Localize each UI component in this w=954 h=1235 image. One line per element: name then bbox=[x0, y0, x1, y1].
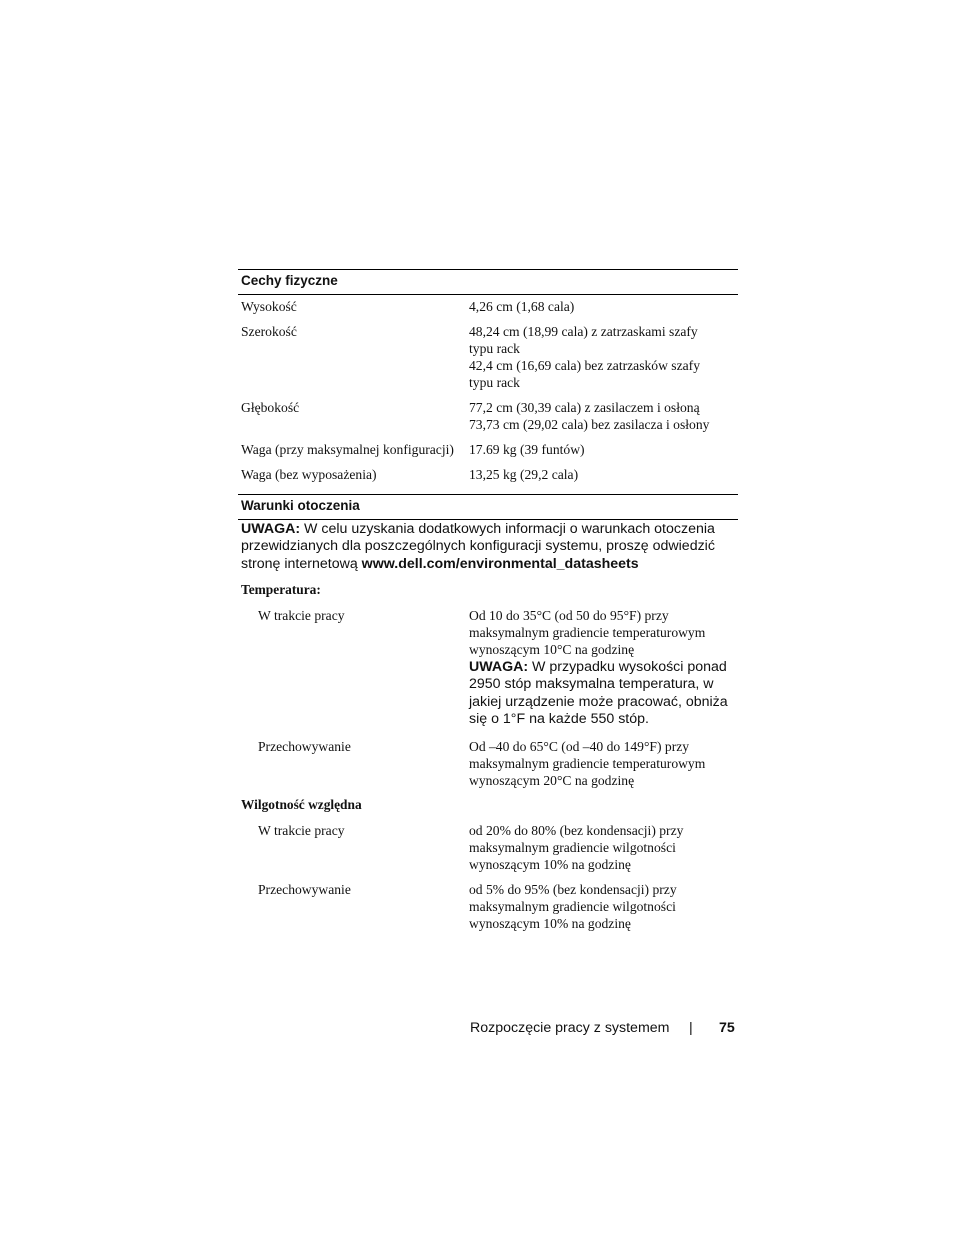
temp-operating-value bbox=[469, 607, 739, 658]
note-line-2: przewidzianych dla poszczególnych konfiguracji systemu, proszę odwiedzić bbox=[241, 538, 715, 555]
row-label-height: Wysokość bbox=[241, 299, 297, 314]
row-value-weight-max bbox=[469, 441, 739, 458]
section-title-physical: Cechy fizyczne bbox=[241, 273, 338, 288]
note-text: W celu uzyskania dodatkowych informacji o warunkach otoczenia bbox=[300, 521, 715, 537]
humidity-operating-label: W trakcie pracy bbox=[258, 823, 345, 838]
value-line: 73,73 cm (29,02 cala) bez zasilacza i osłony bbox=[469, 417, 710, 432]
value-line: 17.69 kg (39 funtów) bbox=[469, 442, 585, 457]
row-value-width bbox=[469, 323, 739, 391]
datasheets-link[interactable]: www.dell.com/environmental_datasheets bbox=[361, 555, 639, 572]
rule-environment-top bbox=[238, 494, 738, 495]
note-line: 2950 stóp maksymalna temperatura, w bbox=[469, 676, 714, 693]
value-line: wynoszącym 20°C na godzinę bbox=[469, 773, 635, 788]
note-text: W przypadku wysokości ponad bbox=[528, 659, 727, 675]
temp-operating-label: W trakcie pracy bbox=[258, 608, 345, 623]
value-line: wynoszącym 10°C na godzinę bbox=[469, 642, 635, 657]
note-prefix: UWAGA: bbox=[241, 521, 301, 537]
environment-note bbox=[241, 521, 741, 573]
humidity-storage-value bbox=[469, 881, 739, 932]
note-prefix: UWAGA: bbox=[469, 659, 529, 675]
note-line bbox=[469, 659, 739, 676]
page-number: 75 bbox=[719, 1020, 735, 1036]
value-line: 13,25 kg (29,2 cala) bbox=[469, 467, 579, 482]
value-line: 77,2 cm (30,39 cala) z zasilaczem i osłoną bbox=[469, 400, 700, 415]
row-label-weight-empty: Waga (bez wyposażenia) bbox=[241, 467, 377, 482]
note-line-3 bbox=[241, 556, 741, 573]
note-line: jakiej urządzenie może pracować, obniża bbox=[469, 693, 728, 710]
note-text: stronę internetową bbox=[241, 555, 362, 572]
value-line: maksymalnym gradiencie temperaturowym bbox=[469, 625, 706, 640]
footer-separator: | bbox=[689, 1020, 693, 1036]
value-line: maksymalnym gradiencie wilgotności bbox=[469, 840, 676, 855]
temp-storage-label: Przechowywanie bbox=[258, 739, 351, 754]
row-label-width: Szerokość bbox=[241, 324, 297, 339]
value-line: typu rack bbox=[469, 375, 520, 390]
rule-physical-bottom bbox=[238, 294, 738, 295]
footer-section-title: Rozpoczęcie pracy z systemem bbox=[470, 1020, 670, 1036]
value-line: wynoszącym 10% na godzinę bbox=[469, 916, 631, 931]
note-line-1 bbox=[241, 521, 741, 538]
temp-storage-value bbox=[469, 738, 739, 789]
value-line: wynoszącym 10% na godzinę bbox=[469, 857, 631, 872]
note-line: się o 1°F na każde 550 stóp. bbox=[469, 711, 649, 728]
row-label-weight-max: Waga (przy maksymalnej konfiguracji) bbox=[241, 442, 454, 457]
row-value-height bbox=[469, 298, 739, 315]
humidity-operating-value bbox=[469, 822, 739, 873]
temperature-heading: Temperatura: bbox=[241, 582, 321, 597]
row-label-depth: Głębokość bbox=[241, 400, 300, 415]
value-line: typu rack bbox=[469, 341, 520, 356]
value-line: maksymalnym gradiencie wilgotności bbox=[469, 899, 676, 914]
temp-operating-note bbox=[469, 659, 739, 729]
value-line: od 20% do 80% (bez kondensacji) przy bbox=[469, 823, 684, 838]
value-line: Od –40 do 65°C (od –40 do 149°F) przy bbox=[469, 739, 690, 754]
value-line: maksymalnym gradiencie temperaturowym bbox=[469, 756, 706, 771]
section-title-environment: Warunki otoczenia bbox=[241, 498, 360, 513]
value-line: 4,26 cm (1,68 cala) bbox=[469, 299, 575, 314]
value-line: 42,4 cm (16,69 cala) bez zatrzasków szafy bbox=[469, 358, 700, 373]
rule-environment-bottom bbox=[238, 519, 738, 520]
value-line: od 5% do 95% (bez kondensacji) przy bbox=[469, 882, 677, 897]
humidity-heading: Wilgotność względna bbox=[241, 797, 362, 812]
humidity-storage-label: Przechowywanie bbox=[258, 882, 351, 897]
value-line: 48,24 cm (18,99 cala) z zatrzaskami szafy bbox=[469, 324, 698, 339]
rule-physical-top bbox=[238, 269, 738, 270]
row-value-weight-empty bbox=[469, 466, 739, 483]
value-line: Od 10 do 35°C (od 50 do 95°F) przy bbox=[469, 608, 669, 623]
row-value-depth bbox=[469, 399, 739, 433]
